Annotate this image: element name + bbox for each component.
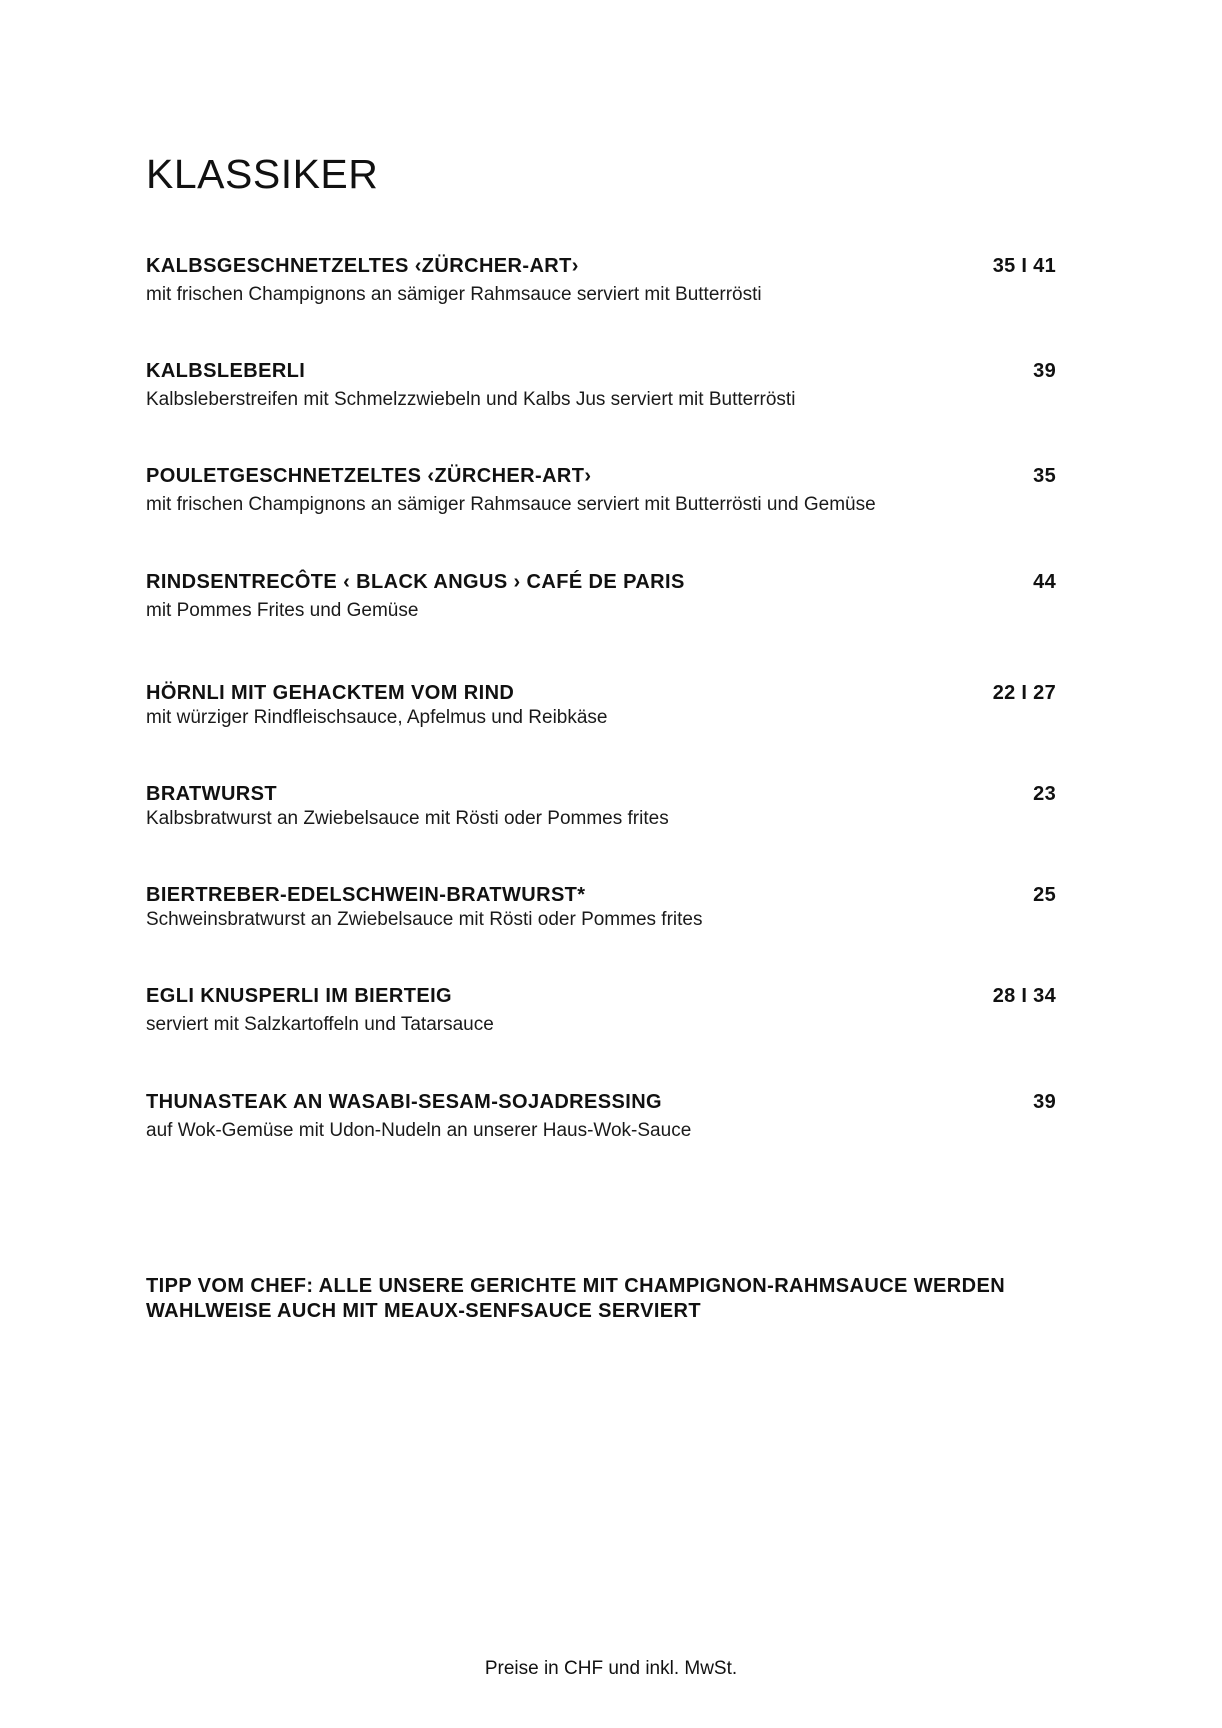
item-name: KALBSGESCHNETZELTES ‹ZÜRCHER-ART› xyxy=(146,255,579,277)
item-name: HÖRNLI MIT GEHACKTEM VOM RIND xyxy=(146,682,515,704)
item-header xyxy=(146,570,1056,594)
item-price: 35 xyxy=(1033,465,1056,487)
chef-tip: TIPP VOM CHEF: ALLE UNSERE GERICHTE MIT CHAMPIGNON-RAHMSAUCE WERDEN WAHLWEISE AUCH MIT MEAUX-SENFSAUCE SERVIERT xyxy=(146,1275,1006,1322)
item-price: 22 I 27 xyxy=(992,682,1056,704)
item-description: Schweinsbratwurst an Zwiebelsauce mit Rösti oder Pommes frites xyxy=(146,909,703,930)
menu-item xyxy=(146,883,1056,932)
item-price: 44 xyxy=(1033,571,1056,593)
menu-item xyxy=(146,464,1056,517)
menu-item xyxy=(146,984,1056,1037)
item-description: serviert mit Salzkartoffeln und Tatarsauce xyxy=(146,1014,494,1035)
item-description: mit frischen Champignons an sämiger Rahmsauce serviert mit Butterrösti und Gemüse xyxy=(146,494,876,515)
item-price: 25 xyxy=(1033,884,1056,906)
menu-item xyxy=(146,681,1056,730)
menu-item xyxy=(146,359,1056,412)
item-price: 39 xyxy=(1033,1091,1056,1113)
item-header xyxy=(146,254,1056,278)
item-header xyxy=(146,782,1056,806)
item-price: 23 xyxy=(1033,783,1056,805)
item-header xyxy=(146,681,1056,705)
menu-item xyxy=(146,254,1056,307)
item-price: 35 I 41 xyxy=(992,255,1056,277)
menu-item xyxy=(146,570,1056,623)
menu-item xyxy=(146,1090,1056,1143)
item-description: mit würziger Rindfleischsauce, Apfelmus und Reibkäse xyxy=(146,707,608,728)
item-header xyxy=(146,464,1056,488)
item-name: POULETGESCHNETZELTES ‹ZÜRCHER-ART› xyxy=(146,465,592,487)
menu-item xyxy=(146,782,1056,831)
item-header xyxy=(146,984,1056,1008)
item-price: 39 xyxy=(1033,360,1056,382)
item-name: BRATWURST xyxy=(146,783,277,805)
item-description: mit frischen Champignons an sämiger Rahmsauce serviert mit Butterrösti xyxy=(146,284,762,305)
item-name: THUNASTEAK AN WASABI-SESAM-SOJADRESSING xyxy=(146,1091,663,1113)
page-title: KLASSIKER xyxy=(146,151,379,197)
price-note-footer: Preise in CHF und inkl. MwSt. xyxy=(484,1658,738,1679)
item-name: BIERTREBER-EDELSCHWEIN-BRATWURST* xyxy=(146,884,586,906)
item-description: Kalbsleberstreifen mit Schmelzzwiebeln und Kalbs Jus serviert mit Butterrösti xyxy=(146,389,796,410)
item-name: RINDSENTRECÔTE ‹ BLACK ANGUS › CAFÉ DE PARIS xyxy=(146,571,685,593)
item-description: Kalbsbratwurst an Zwiebelsauce mit Rösti oder Pommes frites xyxy=(146,808,669,829)
item-description: auf Wok-Gemüse mit Udon-Nudeln an unserer Haus-Wok-Sauce xyxy=(146,1120,692,1141)
item-description: mit Pommes Frites und Gemüse xyxy=(146,600,419,621)
item-name: KALBSLEBERLI xyxy=(146,360,306,382)
item-price: 28 I 34 xyxy=(992,985,1056,1007)
item-header xyxy=(146,1090,1056,1114)
item-header xyxy=(146,359,1056,383)
item-name: EGLI KNUSPERLI IM BIERTEIG xyxy=(146,985,452,1007)
item-header xyxy=(146,883,1056,907)
